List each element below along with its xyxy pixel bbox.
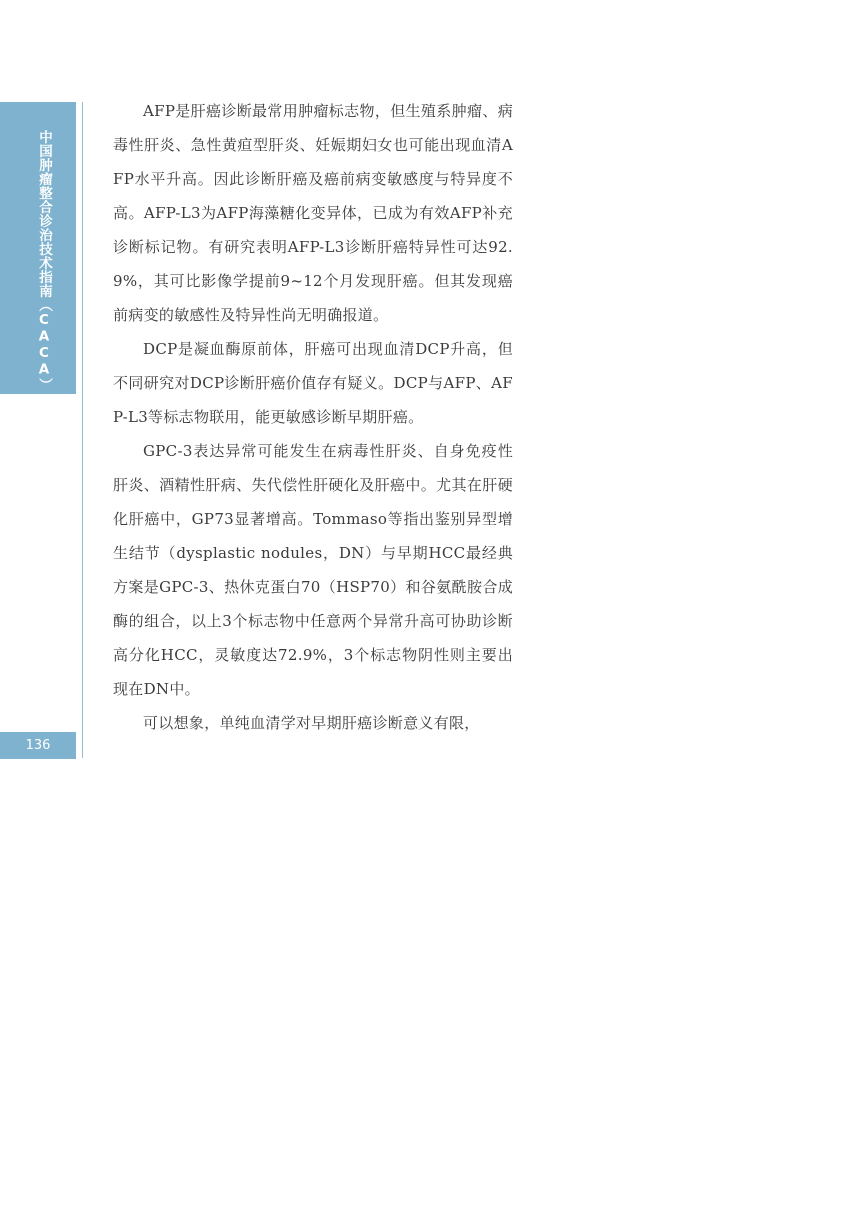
paragraph-summary: 可以想象，单纯血清学对早期肝癌诊断意义有限，: [143, 714, 480, 732]
margin-rule: [82, 102, 83, 758]
paragraph-afp: AFP是肝癌诊断最常用肿瘤标志物，但生殖系肿瘤、病毒性肝炎、急性黄疸型肝炎、妊娠期妇女也可能出现血清AFP水平升高。因此诊断肝癌及癌前病变敏感度与特异度不高。AFP-L3为AFP海藻糖化变异体，已成为有效AFP补充诊断标记物。有研究表明AFP-L3诊断肝癌特异性可达92.9%，其可比影像学提前9~12个月发现肝癌。但其发现癌前病变的敏感性及特异性尚无明确报道。: [113, 102, 513, 324]
paragraph-dcp: DCP是凝血酶原前体，肝癌可出现血清DCP升高，但不同研究对DCP诊断肝癌价值存有疑义。DCP与AFP、AFP-L3等标志物联用，能更敏感诊断早期肝癌。: [113, 340, 513, 426]
paragraph-gpc3: GPC-3表达异常可能发生在病毒性肝炎、自身免疫性肝炎、酒精性肝病、失代偿性肝硬化及肝癌中。尤其在肝硬化肝癌中，GP73显著增高。Tommaso等指出鉴别异型增生结节（dysplastic nodules，DN）与早期HCC最经典方案是GPC-3、热休克蛋白70（HSP70）和谷氨酰胺合成酶的组合，以上3个标志物中任意两个异常升高可协助诊断高分化HCC，灵敏度达72.9%，3个标志物阴性则主要出现在DN中。: [113, 442, 513, 698]
page-number: 136: [25, 738, 51, 753]
book-title-vertical: 中国肿瘤整合诊治技术指南（CACA）: [36, 130, 52, 392]
body-text: [113, 94, 513, 740]
